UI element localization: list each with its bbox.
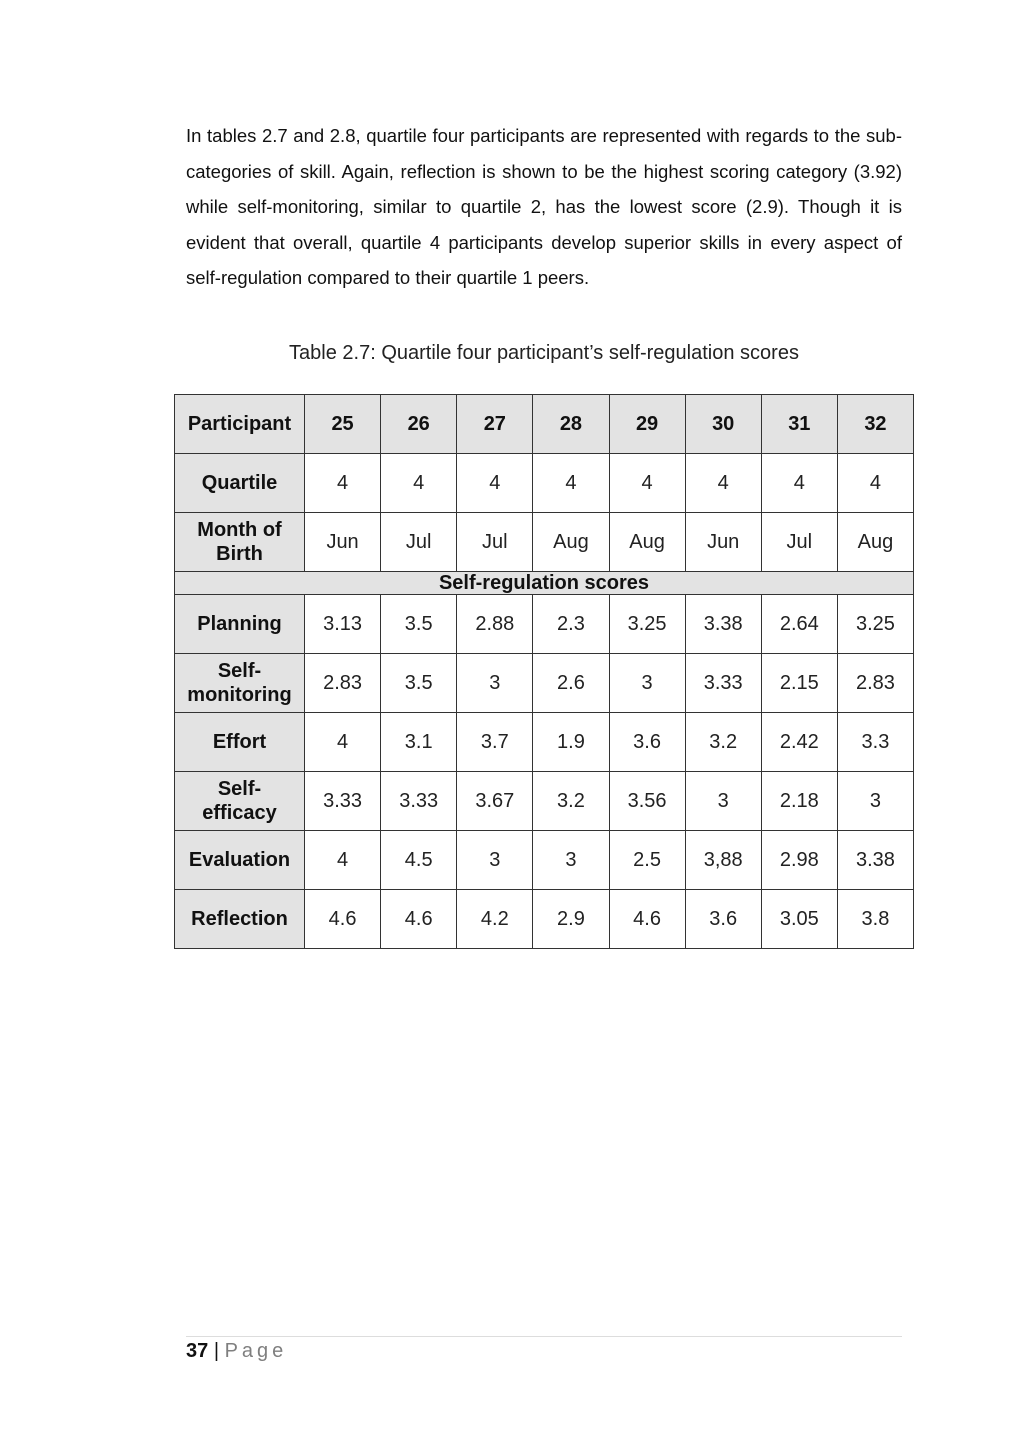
participant-id: 27 <box>457 395 533 454</box>
table-cell: 2.3 <box>533 595 609 654</box>
table-cell: 4.5 <box>381 831 457 890</box>
table-cell: 3.5 <box>381 595 457 654</box>
row-label-month-of-birth <box>175 513 305 572</box>
section-title: Self-regulation scores <box>175 572 914 595</box>
table-cell: 4.2 <box>457 890 533 949</box>
table-header-row <box>175 395 914 454</box>
footer-divider <box>186 1336 902 1337</box>
table-cell: 4 <box>533 454 609 513</box>
table-row-quartile <box>175 454 914 513</box>
table-cell: 4.6 <box>305 890 381 949</box>
table-cell: 3.5 <box>381 654 457 713</box>
participant-id: 25 <box>305 395 381 454</box>
table-cell: 3.56 <box>609 772 685 831</box>
table-cell: Aug <box>609 513 685 572</box>
table-cell: 2.83 <box>837 654 913 713</box>
table-cell: 4 <box>457 454 533 513</box>
participant-id: 26 <box>381 395 457 454</box>
table-caption: Table 2.7: Quartile four participant’s self-regulation scores <box>289 342 799 364</box>
table-cell: 3.25 <box>609 595 685 654</box>
table-cell: 4 <box>761 454 837 513</box>
table-cell: 3 <box>837 772 913 831</box>
row-label-line: Self- <box>217 660 262 682</box>
table-cell: 3 <box>533 831 609 890</box>
table-cell: 3.25 <box>837 595 913 654</box>
table-cell: 2.42 <box>761 713 837 772</box>
table-cell: 3.8 <box>837 890 913 949</box>
row-label-line: Self- <box>217 778 262 800</box>
participant-id: 28 <box>533 395 609 454</box>
table-cell: 4 <box>685 454 761 513</box>
table-cell: 4 <box>305 454 381 513</box>
table-cell: 3.05 <box>761 890 837 949</box>
table-row-effort <box>175 713 914 772</box>
table-cell: 4 <box>305 831 381 890</box>
table-cell: 4 <box>381 454 457 513</box>
participant-id: 30 <box>685 395 761 454</box>
table-row-self-efficacy <box>175 772 914 831</box>
table-cell: 4.6 <box>381 890 457 949</box>
table-row-planning <box>175 595 914 654</box>
table-cell: 3 <box>609 654 685 713</box>
row-label-self-efficacy <box>175 772 305 831</box>
table-cell: 2.98 <box>761 831 837 890</box>
table-cell: 3.3 <box>837 713 913 772</box>
table-cell: 2.6 <box>533 654 609 713</box>
table-cell: Jul <box>761 513 837 572</box>
table-cell: 3.33 <box>685 654 761 713</box>
body-paragraph: In tables 2.7 and 2.8, quartile four participants are represented with regards to the sub-categories of skill. Again, reflection is shown to be the highest scoring category (3.92) while self-monitoring, similar to quartile 2, has the lowest score (2.9). Though it is evident that overall, quartile 4 participants develop superior skills in every aspect of self-regulation compared to their quartile 1 peers. <box>186 125 902 288</box>
table-cell: Jun <box>685 513 761 572</box>
table-cell: Jul <box>457 513 533 572</box>
table-cell: 4 <box>609 454 685 513</box>
table-cell: 3 <box>457 831 533 890</box>
table-cell: 3.1 <box>381 713 457 772</box>
table-cell: 3,88 <box>685 831 761 890</box>
table-row-evaluation <box>175 831 914 890</box>
table-cell: Aug <box>533 513 609 572</box>
table-cell: 2.5 <box>609 831 685 890</box>
table-cell: 3.2 <box>533 772 609 831</box>
table-cell: 2.9 <box>533 890 609 949</box>
row-label-reflection: Reflection <box>175 890 305 949</box>
table-cell: 3.13 <box>305 595 381 654</box>
table-cell: 1.9 <box>533 713 609 772</box>
participant-id: 32 <box>837 395 913 454</box>
row-label-line: efficacy <box>202 802 277 824</box>
row-label-line: Birth <box>216 543 263 565</box>
table-cell: 4.6 <box>609 890 685 949</box>
row-label-planning: Planning <box>175 595 305 654</box>
table-cell: 2.64 <box>761 595 837 654</box>
table-cell: Jul <box>381 513 457 572</box>
table-cell: 3.38 <box>685 595 761 654</box>
table-row-reflection <box>175 890 914 949</box>
table-cell: 3.2 <box>685 713 761 772</box>
row-label-quartile: Quartile <box>175 454 305 513</box>
table-cell: Jun <box>305 513 381 572</box>
table-cell: 3.38 <box>837 831 913 890</box>
page-footer <box>186 1340 287 1363</box>
table-cell: 3.7 <box>457 713 533 772</box>
table-cell: 3.6 <box>609 713 685 772</box>
row-label-line: Month of <box>197 519 282 541</box>
row-label-evaluation: Evaluation <box>175 831 305 890</box>
table-row-self-monitoring <box>175 654 914 713</box>
participant-header: Participant <box>175 395 305 454</box>
table-row-month-of-birth <box>175 513 914 572</box>
participant-id: 29 <box>609 395 685 454</box>
table-cell: 3.67 <box>457 772 533 831</box>
table-cell: 2.18 <box>761 772 837 831</box>
self-regulation-scores-table <box>174 394 914 949</box>
row-label-self-monitoring <box>175 654 305 713</box>
participant-id: 31 <box>761 395 837 454</box>
table-cell: 4 <box>305 713 381 772</box>
table-cell: Aug <box>837 513 913 572</box>
table-cell: 3 <box>457 654 533 713</box>
row-label-effort: Effort <box>175 713 305 772</box>
table-cell: 3.33 <box>305 772 381 831</box>
table-cell: 3 <box>685 772 761 831</box>
row-label-line: monitoring <box>187 684 292 706</box>
table-section-row <box>175 572 914 595</box>
page-number: 37 <box>186 1340 209 1362</box>
table-cell: 4 <box>837 454 913 513</box>
table-cell: 2.15 <box>761 654 837 713</box>
footer-separator: | <box>213 1340 220 1362</box>
table-cell: 3.33 <box>381 772 457 831</box>
table-cell: 2.88 <box>457 595 533 654</box>
table-cell: 3.6 <box>685 890 761 949</box>
table-cell: 2.83 <box>305 654 381 713</box>
page-label: Page <box>224 1340 288 1362</box>
